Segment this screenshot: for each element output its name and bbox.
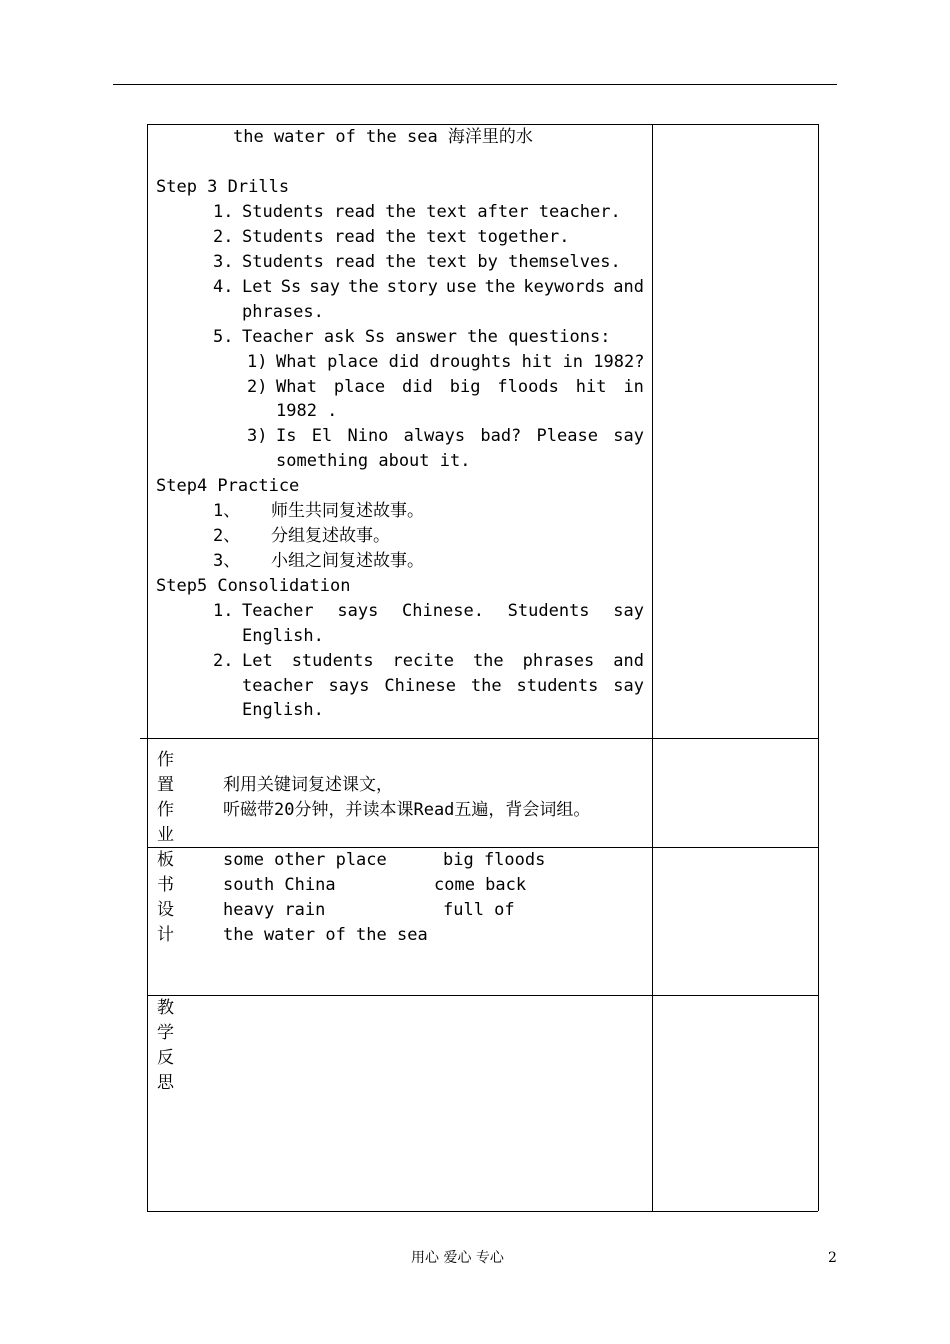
- table-right-border: [818, 124, 819, 1211]
- table-left-border: [147, 124, 148, 1211]
- row-label-char: 书: [157, 875, 174, 895]
- homework-line: 听磁带20分钟，并读本课Read五遍，背会词组。: [223, 800, 591, 820]
- step5-item-text-cont: English.: [242, 700, 324, 720]
- step3-item-text: Students read the text after teacher.: [242, 202, 621, 222]
- row-label-char: 作: [157, 750, 174, 770]
- step3-item-num: 1.: [213, 202, 234, 222]
- question-text-cont: 1982 .: [276, 401, 338, 421]
- step3-item-num: 4.: [213, 277, 234, 297]
- row-label-char: 设: [157, 900, 174, 920]
- step5-item-num: 1.: [213, 601, 234, 621]
- row-label-char: 学: [157, 1023, 174, 1043]
- row-label-char: 作: [157, 800, 174, 820]
- step4-item-num: 2、: [213, 526, 241, 546]
- step5-item-text-justified: teacher says Chinese the students say: [242, 676, 644, 696]
- board-phrase: some other place: [223, 850, 387, 870]
- question-text-cont: something about it.: [276, 451, 471, 471]
- step5-title: Step5 Consolidation: [156, 576, 351, 596]
- step3-item-text: Students read the text by themselves.: [242, 252, 621, 272]
- step3-item-text-justified: Let Ss say the story use the keywords and: [242, 277, 644, 297]
- step3-item-num: 5.: [213, 327, 234, 347]
- row-label-char: 业: [157, 825, 174, 845]
- table-row-divider: [147, 995, 818, 996]
- question-text-justified: What place did big floods hit in: [276, 377, 644, 397]
- row-label-char: 板: [157, 850, 174, 870]
- row-label-char: 置: [157, 775, 174, 795]
- board-phrase: big floods: [443, 850, 546, 870]
- homework-line: 利用关键词复述课文，: [223, 775, 393, 795]
- board-phrase: full of: [443, 900, 515, 920]
- board-phrase: the water of the sea: [223, 925, 428, 945]
- question-num: 2): [247, 377, 268, 397]
- table-row-divider: [140, 738, 818, 739]
- step3-item-text-cont: phrases.: [242, 302, 324, 322]
- step4-item-num: 3、: [213, 551, 241, 571]
- row-label-char: 反: [157, 1048, 174, 1068]
- row-label-char: 计: [157, 925, 174, 945]
- step3-item-num: 3.: [213, 252, 234, 272]
- step4-item-text: 分组复述故事。: [271, 526, 390, 546]
- question-num: 3): [247, 426, 268, 446]
- step4-item-text: 师生共同复述故事。: [271, 501, 424, 521]
- page-number: 2: [828, 1250, 837, 1266]
- table-bottom-border: [147, 1211, 818, 1212]
- question-num: 1): [247, 352, 268, 372]
- board-phrase: come back: [434, 875, 527, 895]
- row-label-char: 思: [157, 1073, 174, 1093]
- step4-title: Step4 Practice: [156, 476, 300, 496]
- row-label-char: 教: [157, 998, 174, 1018]
- step4-item-num: 1、: [213, 501, 241, 521]
- table-column-divider: [652, 124, 653, 1211]
- question-text: What place did droughts hit in 1982?: [276, 352, 645, 372]
- step3-item-text: Students read the text together.: [242, 227, 570, 247]
- footer-motto: 用心 爱心 专心: [411, 1250, 504, 1266]
- step5-item-text-cont: English.: [242, 626, 324, 646]
- step3-title: Step 3 Drills: [156, 177, 290, 197]
- step4-item-text: 小组之间复述故事。: [271, 551, 424, 571]
- step5-item-text-justified: Let students recite the phrases and: [242, 651, 644, 671]
- step3-item-num: 2.: [213, 227, 234, 247]
- header-rule: [113, 84, 837, 85]
- intro-line: the water of the sea 海洋里的水: [233, 127, 533, 147]
- board-phrase: heavy rain: [223, 900, 326, 920]
- step3-item-text: Teacher ask Ss answer the questions:: [242, 327, 611, 347]
- question-text-justified: Is El Nino always bad? Please say: [276, 426, 644, 446]
- board-phrase: south China: [223, 875, 336, 895]
- step5-item-num: 2.: [213, 651, 234, 671]
- step5-item-text-justified: Teacher says Chinese. Students say: [242, 601, 644, 621]
